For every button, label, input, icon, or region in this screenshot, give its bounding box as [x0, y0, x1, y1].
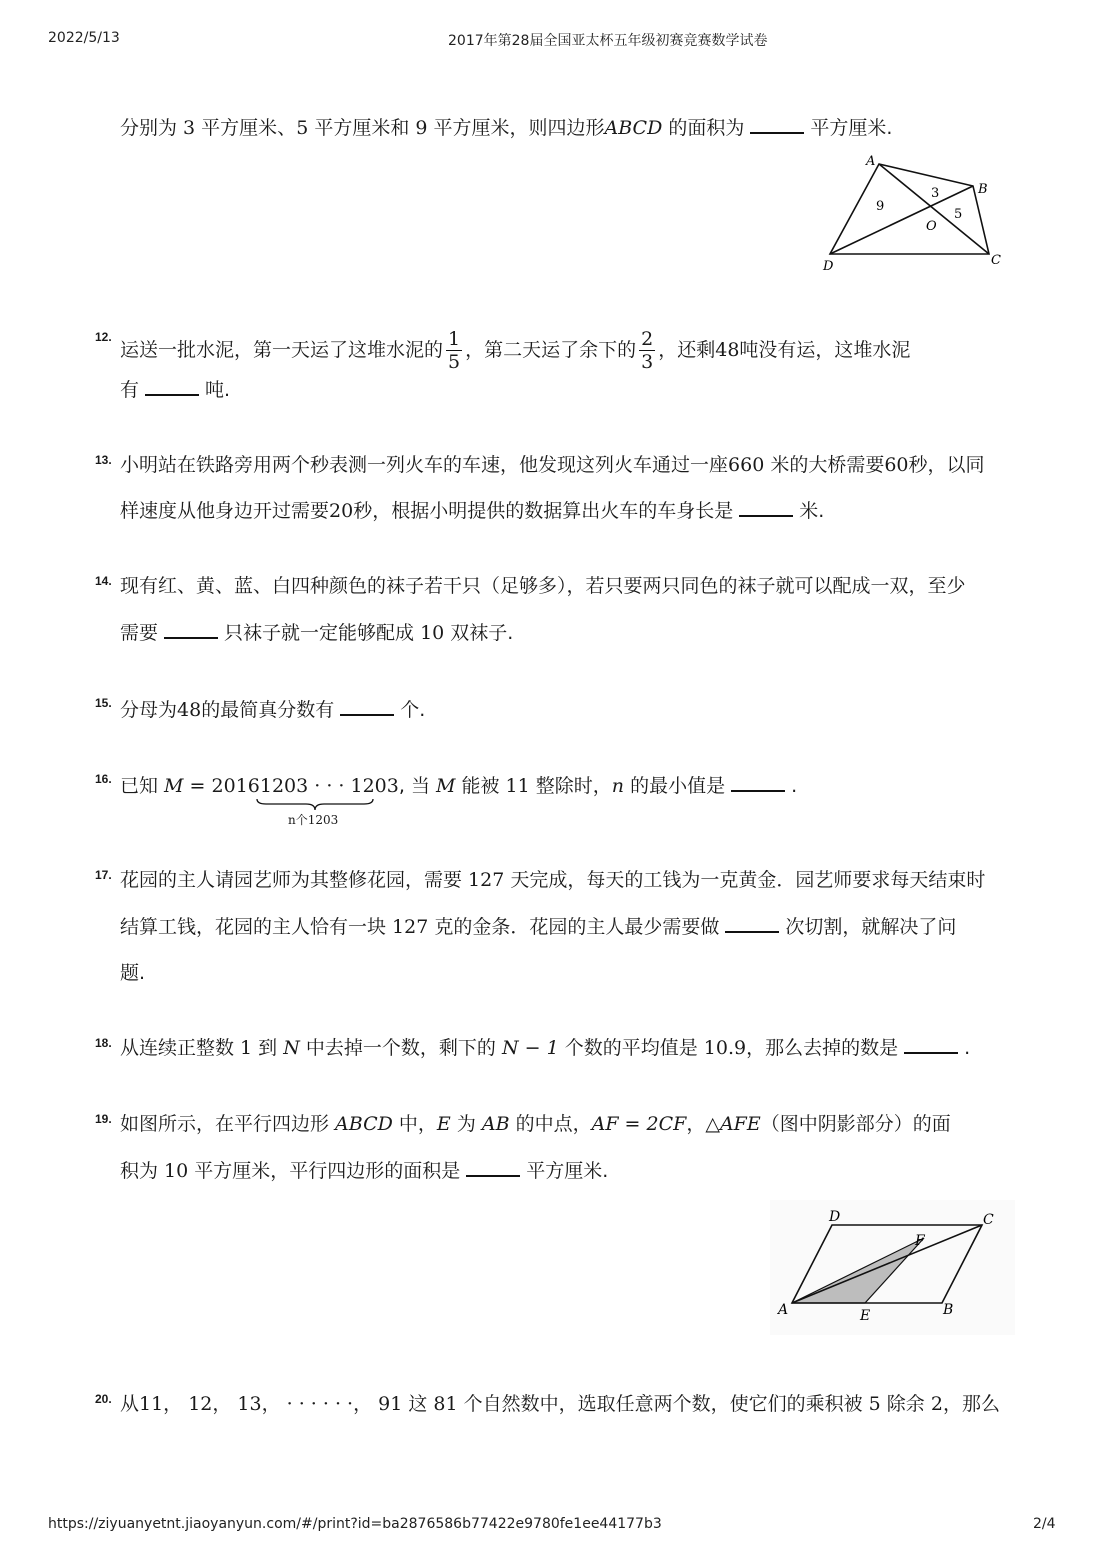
page-header-title: 2017年第28届全国亚太杯五年级初赛竞赛数学试卷 — [448, 33, 768, 49]
q17-line-1: 花园的主人请园艺师为其整修花园，需要 127 天完成，每天的工钱为一克黄金．园艺师要求每天结束时 — [120, 869, 986, 891]
q14-line-2: 需要 只袜子就一定能够配成 10 双袜子. — [120, 619, 513, 647]
q19-line-1: 如图所示，在平行四边形 ABCD 中，E 为 AB 的中点，AF = 2CF，△AFE（图中阴影部分）的面 — [120, 1113, 951, 1135]
point-label-f: F — [915, 1233, 925, 1249]
area-label-3: 3 — [931, 186, 940, 201]
vertex-label-a: A — [866, 154, 876, 169]
fraction-one-fifth: $\frac{1}{5}$ — [448, 328, 461, 373]
question-number: 13. — [95, 453, 112, 467]
q13-line-1: 小明站在铁路旁用两个秒表测一列火车的车速，他发现这列火车通过一座660 米的大桥需要60秒，以同 — [120, 454, 985, 476]
answer-blank — [340, 696, 394, 716]
fraction-two-thirds: $\frac{2}{3}$ — [641, 328, 654, 373]
answer-blank — [725, 913, 779, 933]
answer-blank — [164, 619, 218, 639]
quadrilateral-figure — [815, 150, 1015, 275]
question-number: 18. — [95, 1036, 112, 1050]
page-url[interactable]: https://ziyuanyetnt.jiaoyanyun.com/#/print?id=ba2876586b77422e9780fe1ee44177b3 — [48, 1516, 662, 1532]
answer-blank — [145, 376, 199, 396]
underbrace-label: n个1203 — [288, 813, 339, 827]
vertex-label-d: D — [829, 1209, 841, 1225]
vertex-label-b: B — [978, 182, 988, 197]
answer-blank — [466, 1157, 520, 1177]
page-number: 2/4 — [1033, 1516, 1056, 1532]
q16-line-1: 已知 M = 20161203 · · · 1203, 当 M 能被 11 整除时，n 的最小值是 . — [120, 772, 797, 800]
question-number: 16. — [95, 772, 112, 786]
answer-blank — [739, 497, 793, 517]
area-label-9: 9 — [876, 199, 885, 214]
area-label-5: 5 — [954, 207, 963, 222]
q11-line-1: 分别为 3 平方厘米、5 平方厘米和 9 平方厘米，则四边形ABCD 的面积为 平方厘米. — [120, 114, 892, 142]
vertex-label-c: C — [983, 1212, 994, 1228]
vertex-label-d: D — [823, 259, 834, 274]
q15-line-1: 分母为48的最简真分数有 个. — [120, 696, 425, 724]
question-number: 14. — [95, 574, 112, 588]
question-number: 20. — [95, 1392, 112, 1406]
q13-line-2: 样速度从他身边开过需要20秒，根据小明提供的数据算出火车的车身长是 米. — [120, 497, 824, 525]
answer-blank — [731, 772, 785, 792]
answer-blank — [904, 1034, 958, 1054]
q20-line-1: 从11， 12， 13， · · · · · ·， 91 这 81 个自然数中，选取任意两个数，使它们的乘积被 5 除余 2，那么 — [120, 1393, 1000, 1415]
midpoint-label-e: E — [860, 1308, 871, 1324]
underbrace-icon — [256, 798, 374, 812]
vertex-label-b: B — [943, 1302, 954, 1318]
print-date: 2022/5/13 — [48, 30, 120, 46]
question-number: 12. — [95, 330, 112, 344]
q12-line-1: 运送一批水泥，第一天运了这堆水泥的 $\frac{1}{5}$ ，第二天运了余下的 $\frac{2}{3}$ ，还剩48吨没有运，这堆水泥 — [120, 328, 911, 373]
q19-line-2: 积为 10 平方厘米，平行四边形的面积是 平方厘米. — [120, 1157, 608, 1185]
q17-line-3: 题. — [120, 962, 146, 984]
q18-line-1: 从连续正整数 1 到 N 中去掉一个数，剩下的 N − 1 个数的平均值是 10.9，那么去掉的数是 . — [120, 1034, 970, 1062]
parallelogram-figure — [770, 1200, 1015, 1335]
vertex-label-a: A — [778, 1302, 789, 1318]
question-number: 19. — [95, 1112, 112, 1126]
q17-line-2: 结算工钱，花园的主人恰有一块 127 克的金条．花园的主人最少需要做 次切割，就解决了问 — [120, 913, 956, 941]
question-number: 17. — [95, 868, 112, 882]
vertex-label-c: C — [991, 253, 1001, 268]
center-label-o: O — [926, 219, 937, 234]
q12-line-2: 有 吨. — [120, 376, 230, 404]
repeated-block: 1203 · · · 1203 — [259, 775, 399, 797]
question-number: 15. — [95, 696, 112, 710]
answer-blank — [750, 114, 804, 134]
q14-line-1: 现有红、黄、蓝、白四种颜色的袜子若干只（足够多），若只要两只同色的袜子就可以配成一双，至少 — [120, 575, 966, 597]
